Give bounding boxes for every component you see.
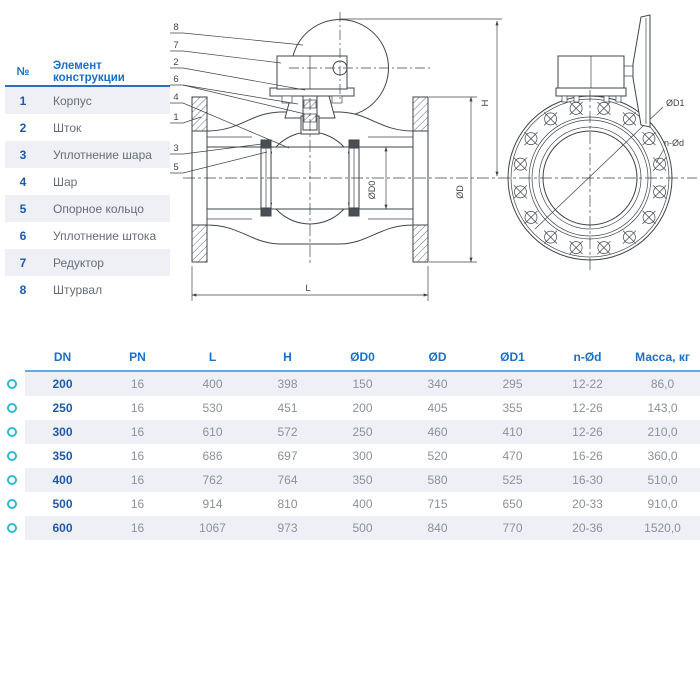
legend-num: 3 bbox=[19, 147, 27, 162]
callout-numbers bbox=[173, 22, 178, 173]
dim-flange-d-label: ØD bbox=[455, 185, 465, 199]
cell: 300 bbox=[52, 425, 73, 439]
legend-row bbox=[5, 195, 170, 222]
cell: 580 bbox=[427, 473, 448, 487]
parts-legend-table bbox=[5, 59, 170, 303]
cell: 200 bbox=[352, 401, 373, 415]
cell: 398 bbox=[277, 377, 298, 391]
cell: 451 bbox=[277, 401, 298, 415]
legend-num: 4 bbox=[19, 174, 27, 189]
cell: 355 bbox=[502, 401, 523, 415]
cell: 16-30 bbox=[572, 473, 603, 487]
row-bullet-icon[interactable] bbox=[7, 523, 17, 533]
table-row bbox=[25, 420, 700, 444]
cell: 572 bbox=[277, 425, 298, 439]
legend-name: Уплотнение шара bbox=[53, 147, 152, 162]
dim-flange-d bbox=[429, 97, 477, 262]
legend-name: Редуктор bbox=[53, 255, 104, 270]
legend-num: 1 bbox=[19, 93, 27, 108]
col-nd: n-Ød bbox=[573, 350, 602, 364]
legend-num: 8 bbox=[19, 282, 27, 297]
cell: 16 bbox=[130, 473, 145, 487]
dim-bolt-holes-label: n-Ød bbox=[664, 138, 685, 148]
cell: 16 bbox=[130, 449, 145, 463]
cell: 530 bbox=[202, 401, 223, 415]
callout-6: 6 bbox=[173, 74, 179, 85]
cell: 143,0 bbox=[647, 401, 678, 415]
col-pn: PN bbox=[129, 350, 146, 364]
legend-name: Шток bbox=[53, 120, 82, 135]
col-l: L bbox=[208, 350, 217, 364]
col-mass: Масса, кг bbox=[635, 350, 690, 364]
cell: 16 bbox=[130, 497, 145, 511]
cell: 1520,0 bbox=[644, 521, 681, 535]
cell: 86,0 bbox=[650, 377, 675, 391]
cell: 250 bbox=[352, 425, 373, 439]
cell: 200 bbox=[52, 377, 73, 391]
cell: 525 bbox=[502, 473, 523, 487]
cell: 12-22 bbox=[572, 377, 603, 391]
cell: 910,0 bbox=[647, 497, 678, 511]
legend-name: Штурвал bbox=[53, 282, 103, 297]
legend-name: Корпус bbox=[53, 93, 92, 108]
front-view bbox=[192, 12, 502, 301]
cell: 715 bbox=[427, 497, 448, 511]
callout-8: 8 bbox=[173, 22, 179, 33]
callout-7: 7 bbox=[173, 40, 179, 51]
legend-num: 5 bbox=[19, 201, 27, 216]
col-d0: ØD0 bbox=[350, 350, 375, 364]
legend-row bbox=[5, 249, 170, 276]
legend-row bbox=[5, 168, 170, 195]
cell: 295 bbox=[502, 377, 523, 391]
legend-num: 7 bbox=[19, 255, 27, 270]
table-row bbox=[25, 372, 700, 396]
cell: 840 bbox=[427, 521, 448, 535]
cell: 350 bbox=[52, 449, 73, 463]
cell: 650 bbox=[502, 497, 523, 511]
cell: 12-26 bbox=[572, 425, 603, 439]
cell: 20-33 bbox=[572, 497, 603, 511]
legend-name: Шар bbox=[53, 174, 78, 189]
legend-header-row bbox=[5, 59, 170, 87]
cell: 400 bbox=[352, 497, 373, 511]
dim-length-label: L bbox=[305, 283, 311, 294]
callout-4: 4 bbox=[173, 92, 179, 103]
callout-2: 2 bbox=[173, 57, 179, 68]
legend-row bbox=[5, 114, 170, 141]
cell: 500 bbox=[52, 497, 73, 511]
dim-bore-label: ØD0 bbox=[367, 180, 377, 200]
cell: 250 bbox=[52, 401, 73, 415]
legend-row bbox=[5, 276, 170, 303]
legend-header-element: Элемент конструкции bbox=[53, 60, 125, 84]
row-bullet-icon[interactable] bbox=[7, 451, 17, 461]
row-bullet-icon[interactable] bbox=[7, 379, 17, 389]
col-d: ØD bbox=[428, 350, 447, 364]
row-bullet-icon[interactable] bbox=[7, 499, 17, 509]
legend-row bbox=[5, 222, 170, 249]
cell: 914 bbox=[202, 497, 223, 511]
row-bullet-icon[interactable] bbox=[7, 403, 17, 413]
spec-header-row bbox=[25, 344, 700, 372]
cell: 405 bbox=[427, 401, 448, 415]
cell: 686 bbox=[202, 449, 223, 463]
cell: 764 bbox=[277, 473, 298, 487]
cell: 300 bbox=[352, 449, 373, 463]
cell: 360,0 bbox=[647, 449, 678, 463]
cell: 697 bbox=[277, 449, 298, 463]
dimensions-table bbox=[0, 344, 700, 540]
cell: 16 bbox=[130, 377, 145, 391]
cell: 610 bbox=[202, 425, 223, 439]
cell: 210,0 bbox=[647, 425, 678, 439]
cell: 500 bbox=[352, 521, 373, 535]
col-h: H bbox=[283, 350, 292, 364]
side-view bbox=[508, 15, 685, 260]
cell: 520 bbox=[427, 449, 448, 463]
cell: 1067 bbox=[199, 521, 226, 535]
cell: 16 bbox=[130, 401, 145, 415]
legend-row bbox=[5, 87, 170, 114]
legend-num: 2 bbox=[19, 120, 27, 135]
table-row bbox=[25, 396, 700, 420]
cell: 510,0 bbox=[647, 473, 678, 487]
legend-header-num: № bbox=[16, 66, 30, 78]
legend-name: Уплотнение штока bbox=[53, 228, 157, 243]
col-dn: DN bbox=[53, 350, 72, 364]
cell: 762 bbox=[202, 473, 223, 487]
dim-height-label: H bbox=[480, 99, 491, 107]
flange-left bbox=[192, 97, 207, 262]
row-bullet-icon[interactable] bbox=[7, 475, 17, 485]
cell: 460 bbox=[427, 425, 448, 439]
cell: 400 bbox=[52, 473, 73, 487]
callout-3: 3 bbox=[173, 143, 179, 154]
cell: 410 bbox=[502, 425, 523, 439]
table-row bbox=[25, 516, 700, 540]
callout-1: 1 bbox=[173, 112, 179, 123]
legend-num: 6 bbox=[19, 228, 27, 243]
table-row bbox=[25, 468, 700, 492]
table-row bbox=[25, 492, 700, 516]
cell: 350 bbox=[352, 473, 373, 487]
col-d1: ØD1 bbox=[500, 350, 525, 364]
cell: 20-36 bbox=[572, 521, 603, 535]
cell: 470 bbox=[502, 449, 523, 463]
table-row bbox=[25, 444, 700, 468]
cell: 400 bbox=[202, 377, 223, 391]
legend-name: Опорное кольцо bbox=[53, 201, 144, 216]
cell: 810 bbox=[277, 497, 298, 511]
row-bullet-icon[interactable] bbox=[7, 427, 17, 437]
dim-bolt-circle-label: ØD1 bbox=[666, 98, 685, 108]
cell: 340 bbox=[427, 377, 448, 391]
cell: 770 bbox=[502, 521, 523, 535]
cell: 12-26 bbox=[572, 401, 603, 415]
flange-right bbox=[413, 97, 428, 262]
legend-row bbox=[5, 141, 170, 168]
cell: 16 bbox=[130, 521, 145, 535]
cell: 16-26 bbox=[572, 449, 603, 463]
cell: 973 bbox=[277, 521, 298, 535]
cell: 16 bbox=[130, 425, 145, 439]
cell: 600 bbox=[52, 521, 73, 535]
callout-5: 5 bbox=[173, 162, 179, 173]
cell: 150 bbox=[352, 377, 373, 391]
